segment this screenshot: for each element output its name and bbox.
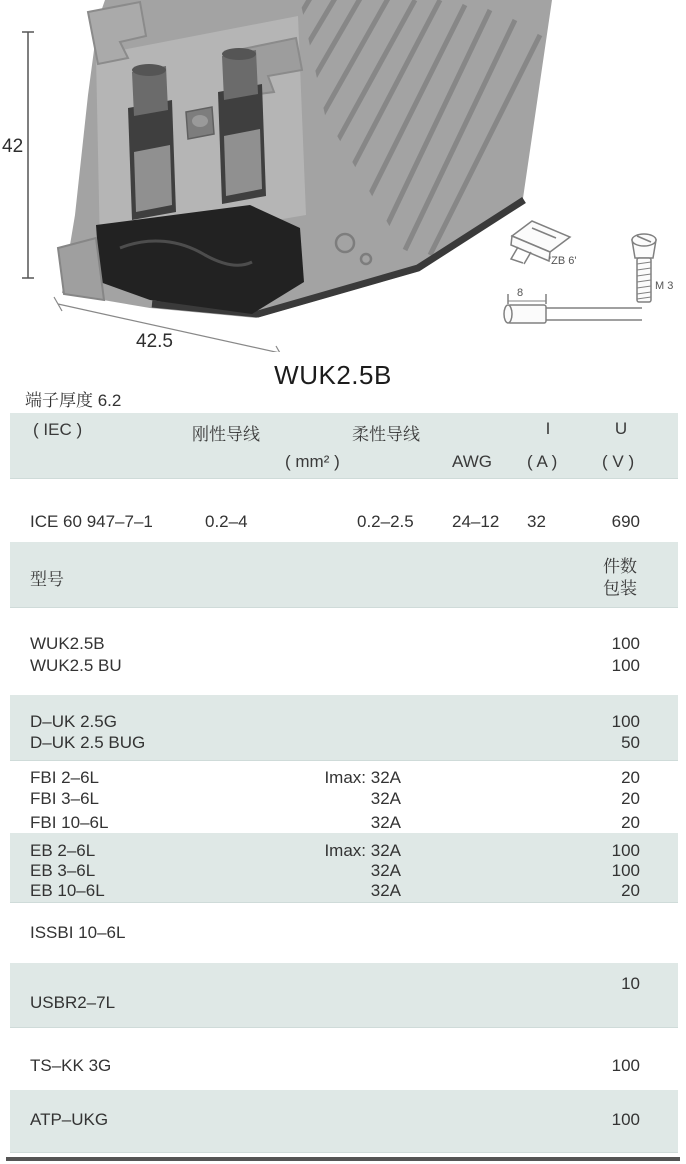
- marker-accessory-label: 'ZB 6': [549, 255, 577, 267]
- terminal-thickness-note: 端子厚度 6.2: [25, 391, 122, 410]
- pack-qty: 50: [621, 733, 640, 752]
- pack-qty: 100: [611, 634, 640, 653]
- pack-qty: 10: [621, 974, 640, 993]
- spec-header-voltage: U: [614, 419, 628, 438]
- imax-rating: 32A: [370, 881, 401, 900]
- width-dimension-label: 42.5: [136, 331, 173, 352]
- screw-accessory-label: M 3: [655, 280, 674, 292]
- spec-awg-range: 24–12: [452, 512, 500, 531]
- height-dimension-label: 42: [2, 136, 24, 157]
- pack-qty: 100: [611, 1110, 640, 1129]
- model-name: D–UK 2.5G: [30, 712, 117, 731]
- height-dimension-line: [22, 32, 34, 278]
- spec-standard: ICE 60 947–7–1: [30, 512, 153, 531]
- product-photo: [0, 0, 686, 352]
- spec-header-rigid: 刚性导线: [192, 425, 260, 444]
- order-header-qty-line2: 包装: [603, 579, 637, 598]
- imax-rating: Imax: 32A: [324, 841, 401, 860]
- spec-rigid-range: 0.2–4: [205, 512, 248, 531]
- bottom-rule: [6, 1157, 680, 1161]
- terminal-block-image: [58, 0, 552, 318]
- pack-qty: 20: [621, 768, 640, 787]
- pack-qty: 100: [611, 712, 640, 731]
- model-name: FBI 2–6L: [30, 768, 99, 787]
- spec-current-value: 32: [527, 512, 546, 531]
- wire-strip-icon: [504, 294, 642, 323]
- model-name: TS–KK 3G: [30, 1056, 112, 1075]
- spec-header-awg: AWG: [452, 452, 492, 471]
- model-name: ATP–UKG: [30, 1110, 109, 1129]
- spec-header-volt: ( V ): [602, 452, 635, 471]
- pack-qty: 100: [611, 1056, 640, 1075]
- pack-qty: 100: [611, 841, 640, 860]
- model-name: EB 2–6L: [30, 841, 96, 860]
- model-name: WUK2.5B: [30, 634, 105, 653]
- spec-header-current: I: [545, 419, 551, 438]
- pack-qty: 100: [611, 861, 640, 880]
- order-header-model: 型号: [30, 570, 64, 589]
- model-name: USBR2–7L: [30, 993, 116, 1012]
- model-name: WUK2.5 BU: [30, 656, 122, 675]
- model-name: D–UK 2.5 BUG: [30, 733, 146, 752]
- order-header-band: [10, 542, 678, 608]
- page-title: WUK2.5B: [274, 360, 392, 390]
- imax-rating: 32A: [370, 813, 401, 832]
- model-name: FBI 3–6L: [30, 789, 99, 808]
- model-name: EB 3–6L: [30, 861, 96, 880]
- strip-length-label: 8: [517, 287, 524, 299]
- spec-voltage-value: 690: [611, 512, 640, 531]
- imax-rating: 32A: [370, 789, 401, 808]
- spec-header-mm2: ( mm² ): [285, 452, 340, 471]
- spec-header-iec: ( IEC ): [33, 420, 83, 439]
- spec-header-amp: ( A ): [527, 452, 558, 471]
- model-name: FBI 10–6L: [30, 813, 109, 832]
- spec-header-band: [10, 413, 678, 479]
- imax-rating: Imax: 32A: [324, 768, 401, 787]
- imax-rating: 32A: [370, 861, 401, 880]
- order-header-qty-line1: 件数: [603, 557, 637, 576]
- pack-qty: 20: [621, 813, 640, 832]
- pack-qty: 100: [611, 656, 640, 675]
- spec-flexible-range: 0.2–2.5: [357, 512, 414, 531]
- model-name: ISSBI 10–6L: [30, 923, 126, 942]
- screw-accessory-icon: [632, 234, 656, 302]
- pack-qty: 20: [621, 789, 640, 808]
- pack-qty: 20: [621, 881, 640, 900]
- model-name: EB 10–6L: [30, 881, 105, 900]
- spec-header-flexible: 柔性导线: [352, 425, 420, 444]
